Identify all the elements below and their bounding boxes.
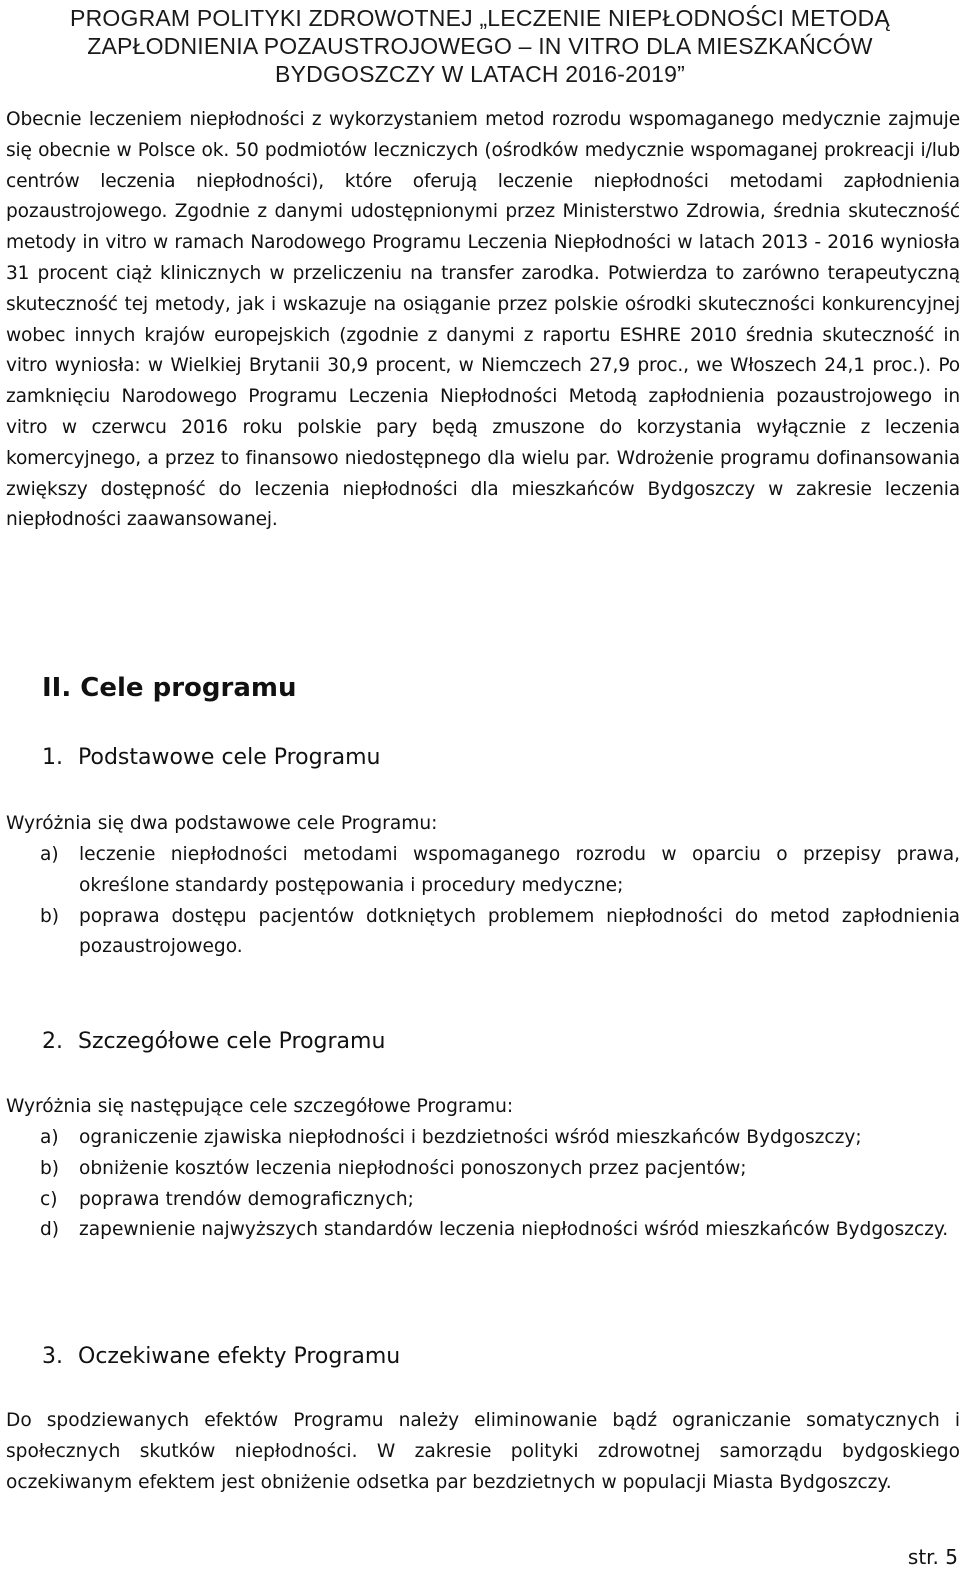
subsection-1-list [6,840,960,963]
subsection-2-lead: Wyróżnia się następujące cele szczegółowe Programu: [6,1096,514,1117]
header-line-2: ZAPŁODNIENIA POZAUSTROJOWEGO – IN VITRO DLA MIESZKAŃCÓW [87,33,873,59]
subsection-1-number: 1. [42,745,63,770]
list-marker: b) [40,905,60,927]
subsection-2-title: Szczegółowe cele Programu [78,1029,386,1054]
list-item [6,1215,960,1246]
section-title: II. Cele programu [42,673,297,703]
list-marker: a) [40,844,59,865]
subsection-3-paragraph: Do spodziewanych efektów Programu należy eliminowanie bądź ograniczanie somatycznych i społecznych skutków niepłodności. W zakresie polityki zdrowotnej samorządu bydgoskiego oczekiwanym efektem jest obniżenie odsetka par bezdzietnych w populacji Miasta Bydgoszczy. [6,1410,960,1493]
list-item-text: ograniczenie zjawiska niepłodności i bezdzietności wśród mieszkańców Bydgoszczy; [79,1127,862,1148]
list-marker: d) [40,1219,60,1241]
list-item [6,840,960,902]
list-item [6,1123,960,1154]
list-item [6,1185,960,1216]
intro-paragraph: Obecnie leczeniem niepłodności z wykorzystaniem metod rozrodu wspomaganego medycznie zajmuje się obecnie w Polsce ok. 50 podmiotów leczniczych (ośrodków medycznie wspomaganej prokreacji i/lub centrów leczenia niepłodności), które oferują leczenie niepłodności metodami zapłodnienia pozaustrojowego. Zgodnie z danymi udostępnionymi przez Ministerstwo Zdrowia, średnia skuteczność metody in vitro w ramach Narodowego Programu Leczenia Niepłodności w latach 2013 - 2016 wyniosła 31 procent ciąż klinicznych w przeliczeniu na transfer zarodka. Potwierdza to zarówno terapeutyczną skuteczność tej metody, jak i wskazuje na osiąganie przez polskie ośrodki skuteczności konkurencyjnej wobec innych krajów europejskich (zgodnie z danymi z raportu ESHRE 2010 średnia skuteczność in vitro wyniosła: w Wielkiej Brytanii 30,9 procent, w Niemczech 27,9 proc., we Włoszech 24,1 proc.). Po zamknięciu Narodowego Programu Leczenia Niepłodności Metodą zapłodnienia pozaustrojowego in vitro w czerwcu 2016 roku polskie pary będą zmuszone do korzystania wyłącznie z leczenia komercyjnego, a przez to finansowo niedostępnego dla wielu par. Wdrożenie programu dofinansowania zwiększy dostępność do leczenia niepłodności dla mieszkańców Bydgoszczy w zakresie leczenia niepłodności zaawansowanej. [6,109,960,531]
list-item-text: poprawa trendów demograficznych; [79,1188,414,1210]
header-line-3: BYDGOSZCZY W LATACH 2016-2019” [275,61,685,87]
list-marker: b) [40,1157,60,1179]
subsection-1-lead: Wyróżnia się dwa podstawowe cele Programu: [6,813,438,834]
subsection-2-number: 2. [42,1029,63,1054]
subsection-3-title: Oczekiwane efekty Programu [78,1344,401,1369]
subsection-2-heading [42,1026,385,1058]
document-header [0,4,960,88]
list-marker: a) [40,1127,59,1148]
list-marker: c) [40,1188,58,1210]
list-item-text: leczenie niepłodności metodami wspomaganego rozrodu w oparciu o przepisy prawa, określone standardy postępowania i procedury medyczne; [79,844,960,896]
list-item [6,1154,960,1185]
subsection-2-list [6,1123,960,1246]
subsection-1-heading [42,742,381,774]
subsection-3-heading [42,1341,400,1373]
list-item-text: zapewnienie najwyższych standardów leczenia niepłodności wśród mieszkańców Bydgoszczy. [79,1219,949,1241]
header-line-1: PROGRAM POLITYKI ZDROWOTNEJ „LECZENIE NIEPŁODNOŚCI METODĄ [70,5,890,31]
subsection-1-title: Podstawowe cele Programu [78,745,381,770]
list-item [6,902,960,964]
page-number: str. 5 [907,1545,958,1569]
subsection-3-number: 3. [42,1344,63,1369]
list-item-text: obniżenie kosztów leczenia niepłodności ponoszonych przez pacjentów; [79,1157,747,1179]
list-item-text: poprawa dostępu pacjentów dotkniętych problemem niepłodności do metod zapłodnienia pozaustrojowego. [79,905,960,958]
